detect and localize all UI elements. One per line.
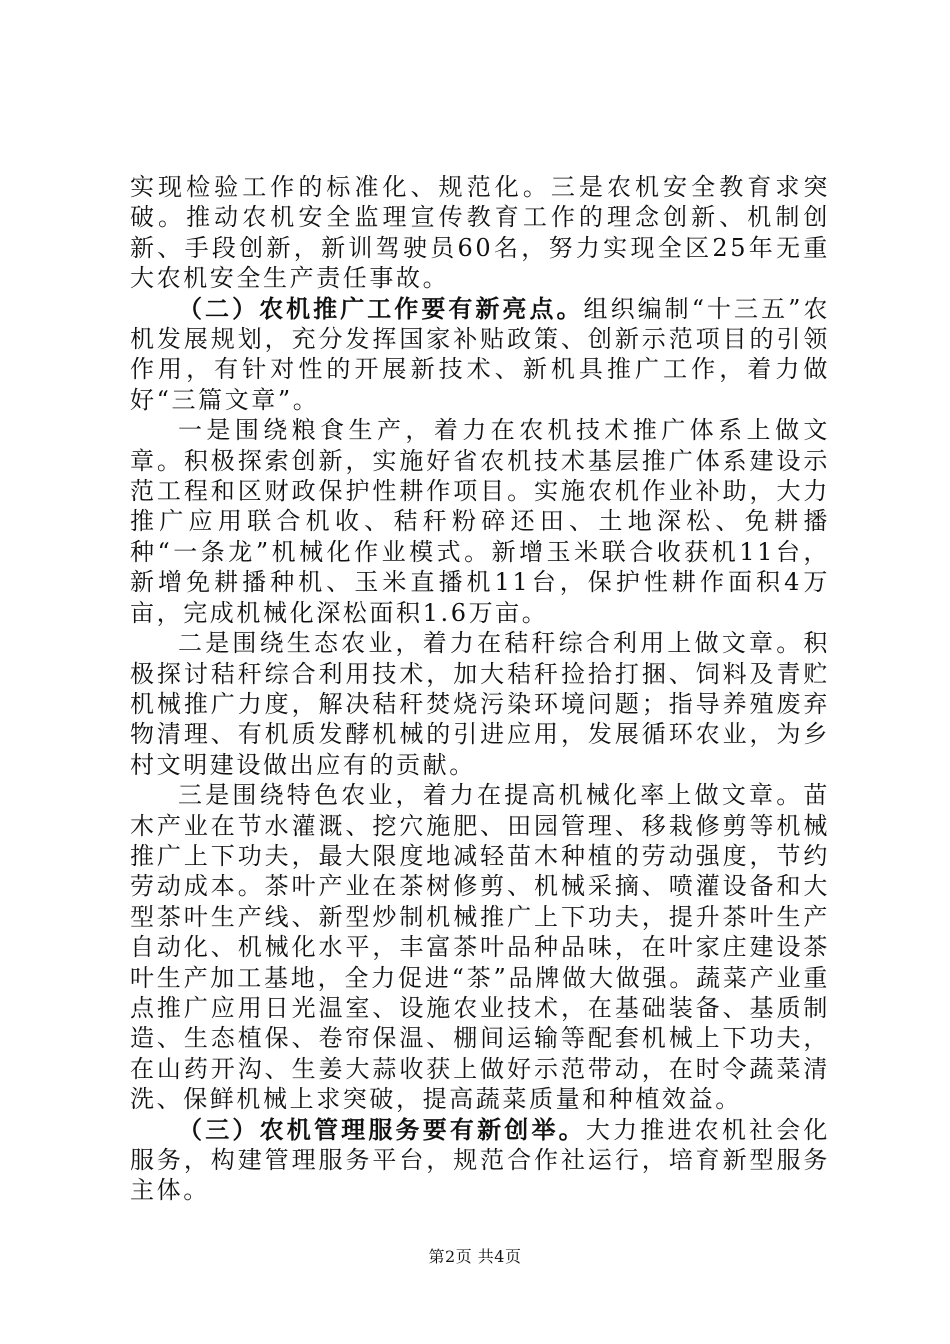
- section-heading: （三）农机管理服务要有新创举。: [178, 1114, 586, 1144]
- page-number-footer: 第2页 共4页: [428, 1247, 522, 1266]
- paragraph-text: 三是围绕特色农业，着力在提高机械化率上做文章。苗木产业在节水灌溉、挖穴施肥、田园管理、移栽修剪等机械推广上下功夫，最大限度地减轻苗木种植的劳动强度，节约劳动成本。茶叶产业在茶树修剪、机械采摘、喷灌设备和大型茶叶生产线、新型炒制机械推广上下功夫，提升茶叶生产自动化、机械化水平，丰富茶叶品种品味，在叶家庄建设茶叶生产加工基地，全力促进“茶”品牌做大做强。蔬菜产业重点推广应用日光温室、设施农业技术，在基础装备、基质制造、生态植保、卷帘保温、棚间运输等配套机械上下功夫，在山药开沟、生姜大蒜收获上做好示范带动，在时令蔬菜清洗、保鲜机械上求突破，提高蔬菜质量和种植效益。: [130, 781, 830, 1114]
- paragraph-text: 实现检验工作的标准化、规范化。三是农机安全教育求突破。推动农机安全监理宣传教育工作的理念创新、机制创新、手段创新，新训驾驶员60名，努力实现全区25年无重大农机安全生产责任事故。: [130, 173, 830, 293]
- paragraph-section-two: [130, 294, 830, 416]
- paragraph-text: 二是围绕生态农业，着力在秸秆综合利用上做文章。积极探讨秸秆综合利用技术，加大秸秆捡拾打捆、饲料及青贮机械推广力度，解决秸秆焚烧污染环境问题；指导养殖废弃物清理、有机质发酵机械的引进应用，发展循环农业，为乡村文明建设做出应有的贡献。: [130, 629, 830, 779]
- paragraph-text: 一是围绕粮食生产，着力在农机技术推广体系上做文章。积极探索创新，实施好省农机技术基层推广体系建设示范工程和区财政保护性耕作项目。实施农机作业补助，大力推广应用联合机收、秸秆粉碎还田、土地深松、免耕播种“一条龙”机械化作业模式。新增玉米联合收获机11台，新增免耕播种机、玉米直播机11台，保护性耕作面积4万亩，完成机械化深松面积1.6万亩。: [130, 416, 830, 627]
- paragraph-text: 大力推进农机社会化服务，构建管理服务平台，规范合作社运行，培育新型服务主体。: [130, 1115, 831, 1205]
- section-heading: （二）农机推广工作要有新亮点。: [178, 293, 584, 323]
- paragraph-item-one: [130, 415, 830, 628]
- paragraph-section-three: [130, 1115, 830, 1206]
- document-body: [130, 172, 830, 1206]
- paragraph-item-three: [130, 780, 830, 1114]
- paragraph-continuation: [130, 172, 830, 294]
- paragraph-item-two: [130, 628, 830, 780]
- paragraph-text: 组织编制“十三五”农机发展规划，充分发挥国家补贴政策、创新示范项目的引领作用，有针对性的开展新技术、新机具推广工作，着力做好“三篇文章”。: [130, 294, 831, 414]
